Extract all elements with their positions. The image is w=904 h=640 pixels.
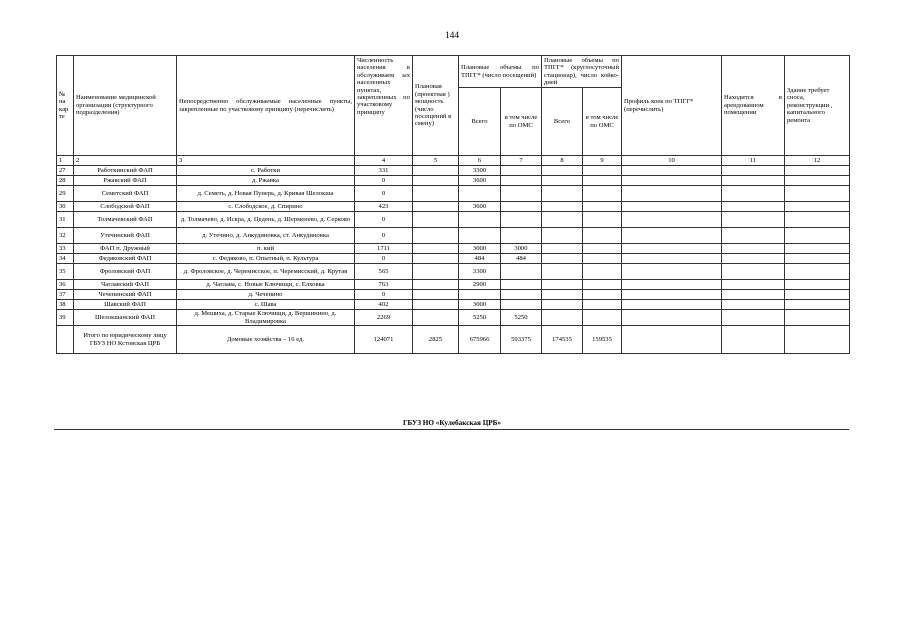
rented-cell xyxy=(722,212,785,228)
row-number: 37 xyxy=(57,290,74,300)
days-total xyxy=(542,280,583,290)
days-oms xyxy=(583,202,622,212)
days-oms xyxy=(583,264,622,280)
visits-total: 3000 xyxy=(459,300,501,310)
repair-cell xyxy=(785,280,850,290)
capacity xyxy=(413,310,459,326)
visits-oms xyxy=(501,280,542,290)
facilities-table xyxy=(56,55,850,354)
population: 0 xyxy=(355,254,413,264)
column-number: 1 xyxy=(57,156,74,166)
org-name: Слободской ФАП xyxy=(74,202,177,212)
row-number: 28 xyxy=(57,176,74,186)
org-name: Толмачевский ФАП xyxy=(74,212,177,228)
table-row xyxy=(57,280,850,290)
profile-cell xyxy=(622,280,722,290)
visits-oms: 484 xyxy=(501,254,542,264)
population: 423 xyxy=(355,202,413,212)
profile-cell xyxy=(622,202,722,212)
total-population: 124071 xyxy=(355,326,413,354)
repair-cell xyxy=(785,254,850,264)
visits-total xyxy=(459,228,501,244)
days-oms xyxy=(583,310,622,326)
row-number: 36 xyxy=(57,280,74,290)
served-settlements: с. Шава xyxy=(177,300,355,310)
total-visits-oms: 593375 xyxy=(501,326,542,354)
served-settlements: д. Утечино, д. Анкудиновка, ст. Анкудиновка xyxy=(177,228,355,244)
visits-oms xyxy=(501,212,542,228)
repair-cell xyxy=(785,166,850,176)
days-oms xyxy=(583,186,622,202)
divider xyxy=(54,429,849,430)
header-days-oms: в том числе по ОМС xyxy=(583,88,622,156)
days-total xyxy=(542,244,583,254)
population: 0 xyxy=(355,186,413,202)
days-oms xyxy=(583,228,622,244)
profile-cell xyxy=(622,264,722,280)
visits-oms xyxy=(501,290,542,300)
visits-oms xyxy=(501,264,542,280)
total-days: 174535 xyxy=(542,326,583,354)
column-number: 9 xyxy=(583,156,622,166)
visits-oms: 5250 xyxy=(501,310,542,326)
served-settlements: с. Слободское, д. Спирино xyxy=(177,202,355,212)
table-row xyxy=(57,202,850,212)
table-row xyxy=(57,228,850,244)
total-row xyxy=(57,326,850,354)
served-settlements: д. Семеть, д. Новая Пунерь, д. Кривая Шелокша xyxy=(177,186,355,202)
visits-oms xyxy=(501,202,542,212)
days-total xyxy=(542,228,583,244)
header-days-group: Плановые объемы по ТПГГ* (круглосуточный стационар), число койко-дней xyxy=(542,56,622,88)
column-number: 7 xyxy=(501,156,542,166)
served-settlements: д. Ржавка xyxy=(177,176,355,186)
days-oms xyxy=(583,290,622,300)
row-number: 30 xyxy=(57,202,74,212)
header-capacity: Плановая (проектная ) мощность (число посещений в смену) xyxy=(413,56,459,156)
capacity xyxy=(413,166,459,176)
population: 763 xyxy=(355,280,413,290)
table-row xyxy=(57,166,850,176)
rented-cell xyxy=(722,202,785,212)
served-settlements: п. кий xyxy=(177,244,355,254)
table-row xyxy=(57,300,850,310)
total-repair-cell xyxy=(785,326,850,354)
column-number: 4 xyxy=(355,156,413,166)
total-visits: 675966 xyxy=(459,326,501,354)
capacity xyxy=(413,244,459,254)
days-total xyxy=(542,264,583,280)
total-days-oms: 159535 xyxy=(583,326,622,354)
header-visits-group: Плановые объемы по ТПГГ* (число посещений) xyxy=(459,56,542,88)
column-number: 6 xyxy=(459,156,501,166)
days-total xyxy=(542,166,583,176)
population: 2269 xyxy=(355,310,413,326)
org-name: ФАП п. Дружный xyxy=(74,244,177,254)
capacity xyxy=(413,300,459,310)
rented-cell xyxy=(722,176,785,186)
visits-oms xyxy=(501,176,542,186)
header-repair: Здание требует сноса, реконструкции , капитального ремонта xyxy=(785,56,850,156)
table-row xyxy=(57,310,850,326)
served-settlements: д. Толмачево, д. Искра, д. Цедень, д. Шерменево, д. Серково xyxy=(177,212,355,228)
repair-cell xyxy=(785,290,850,300)
capacity xyxy=(413,254,459,264)
profile-cell xyxy=(622,228,722,244)
repair-cell xyxy=(785,310,850,326)
population: 0 xyxy=(355,212,413,228)
repair-cell xyxy=(785,244,850,254)
org-name: Работкинский ФАП xyxy=(74,166,177,176)
rented-cell xyxy=(722,254,785,264)
header-rented: Находится в арендованном помещении xyxy=(722,56,785,156)
row-number: 33 xyxy=(57,244,74,254)
rented-cell xyxy=(722,264,785,280)
rented-cell xyxy=(722,280,785,290)
repair-cell xyxy=(785,202,850,212)
table-row xyxy=(57,254,850,264)
rented-cell xyxy=(722,244,785,254)
repair-cell xyxy=(785,212,850,228)
total-label: Итого по юридическому лицу ГБУЗ НО Кстовская ЦРБ xyxy=(74,326,177,354)
population: 0 xyxy=(355,176,413,186)
days-oms xyxy=(583,166,622,176)
column-number: 2 xyxy=(74,156,177,166)
rented-cell xyxy=(722,310,785,326)
days-oms xyxy=(583,280,622,290)
page-number: 144 xyxy=(444,31,460,41)
population: 1711 xyxy=(355,244,413,254)
served-settlements: с. Федяково, п. Опытный, п. Культура xyxy=(177,254,355,264)
org-name: Фроловский ФАП xyxy=(74,264,177,280)
population: 0 xyxy=(355,228,413,244)
org-name: Шелокшанский ФАП xyxy=(74,310,177,326)
rented-cell xyxy=(722,300,785,310)
org-name: Чаглавский ФАП xyxy=(74,280,177,290)
days-oms xyxy=(583,254,622,264)
visits-total: 3300 xyxy=(459,264,501,280)
visits-total: 3300 xyxy=(459,166,501,176)
table-row xyxy=(57,244,850,254)
header-no: № на кар те xyxy=(57,56,74,156)
org-name: Федяковский ФАП xyxy=(74,254,177,264)
days-oms xyxy=(583,300,622,310)
days-total xyxy=(542,310,583,326)
row-number: 27 xyxy=(57,166,74,176)
table-row xyxy=(57,186,850,202)
capacity xyxy=(413,212,459,228)
header-visits-total: Всего xyxy=(459,88,501,156)
rented-cell xyxy=(722,228,785,244)
repair-cell xyxy=(785,300,850,310)
total-rented-cell xyxy=(722,326,785,354)
total-profile-cell xyxy=(622,326,722,354)
profile-cell xyxy=(622,290,722,300)
served-settlements: д. Фроловское, д. Черемисское, п. Черемисский, д. Крутая xyxy=(177,264,355,280)
rented-cell xyxy=(722,290,785,300)
capacity xyxy=(413,202,459,212)
profile-cell xyxy=(622,166,722,176)
visits-oms xyxy=(501,300,542,310)
visits-oms: 3000 xyxy=(501,244,542,254)
visits-total: 3600 xyxy=(459,176,501,186)
total-no-cell xyxy=(57,326,74,354)
population: 0 xyxy=(355,290,413,300)
days-total xyxy=(542,212,583,228)
visits-total xyxy=(459,290,501,300)
row-number: 32 xyxy=(57,228,74,244)
next-section-title: ГБУЗ НО «Кулебакская ЦРБ» xyxy=(402,419,502,427)
header-org: Наименование медицинской организации (структурного подразделения) xyxy=(74,56,177,156)
column-number: 3 xyxy=(177,156,355,166)
table-row xyxy=(57,212,850,228)
profile-cell xyxy=(622,254,722,264)
header-profile: Профиль коек по ТПГГ* (перечислить) xyxy=(622,56,722,156)
column-number: 10 xyxy=(622,156,722,166)
row-number: 38 xyxy=(57,300,74,310)
table-row xyxy=(57,290,850,300)
header-served: Непосредственно обслуживаемые населенные пункты, закрепленные по участковому принципу (перечислить) xyxy=(177,56,355,156)
visits-oms xyxy=(501,186,542,202)
served-settlements: д. Чеченино xyxy=(177,290,355,300)
org-name: Семетский ФАП xyxy=(74,186,177,202)
profile-cell xyxy=(622,212,722,228)
capacity xyxy=(413,264,459,280)
repair-cell xyxy=(785,228,850,244)
row-number: 31 xyxy=(57,212,74,228)
days-total xyxy=(542,290,583,300)
column-number: 8 xyxy=(542,156,583,166)
repair-cell xyxy=(785,176,850,186)
days-total xyxy=(542,300,583,310)
visits-total: 3000 xyxy=(459,244,501,254)
total-households: Домовые хозяйства – 16 ед. xyxy=(177,326,355,354)
rented-cell xyxy=(722,186,785,202)
profile-cell xyxy=(622,310,722,326)
profile-cell xyxy=(622,176,722,186)
row-number: 34 xyxy=(57,254,74,264)
days-total xyxy=(542,254,583,264)
repair-cell xyxy=(785,264,850,280)
column-number: 5 xyxy=(413,156,459,166)
row-number: 35 xyxy=(57,264,74,280)
total-capacity: 2825 xyxy=(413,326,459,354)
header-population: Численность населения в обслуживаем ых населенных пунктах, закрепленных по участковому принципу xyxy=(355,56,413,156)
capacity xyxy=(413,280,459,290)
days-oms xyxy=(583,212,622,228)
visits-total xyxy=(459,212,501,228)
org-name: Шавский ФАП xyxy=(74,300,177,310)
org-name: Чеченинский ФАП xyxy=(74,290,177,300)
profile-cell xyxy=(622,186,722,202)
days-total xyxy=(542,176,583,186)
days-oms xyxy=(583,244,622,254)
visits-total: 2900 xyxy=(459,280,501,290)
served-settlements: д. Чаглава, с. Новые Ключищи, с. Елховка xyxy=(177,280,355,290)
profile-cell xyxy=(622,244,722,254)
row-number: 29 xyxy=(57,186,74,202)
visits-total: 484 xyxy=(459,254,501,264)
served-settlements: с. Работки xyxy=(177,166,355,176)
header-visits-oms: в том числе по ОМС xyxy=(501,88,542,156)
repair-cell xyxy=(785,186,850,202)
header-days-total: Всего xyxy=(542,88,583,156)
column-number: 11 xyxy=(722,156,785,166)
days-total xyxy=(542,202,583,212)
capacity xyxy=(413,186,459,202)
visits-oms xyxy=(501,166,542,176)
population: 402 xyxy=(355,300,413,310)
visits-oms xyxy=(501,228,542,244)
served-settlements: д. Мешиха, д. Старые Ключищи, д. Вершинино, д. Владимировка xyxy=(177,310,355,326)
org-name: Утечинский ФАП xyxy=(74,228,177,244)
population: 331 xyxy=(355,166,413,176)
capacity xyxy=(413,228,459,244)
table-row xyxy=(57,264,850,280)
column-number: 12 xyxy=(785,156,850,166)
rented-cell xyxy=(722,166,785,176)
visits-total: 3600 xyxy=(459,202,501,212)
days-oms xyxy=(583,176,622,186)
table-row xyxy=(57,176,850,186)
org-name: Ржавский ФАП xyxy=(74,176,177,186)
row-number: 39 xyxy=(57,310,74,326)
visits-total: 5250 xyxy=(459,310,501,326)
capacity xyxy=(413,176,459,186)
visits-total xyxy=(459,186,501,202)
population: 565 xyxy=(355,264,413,280)
profile-cell xyxy=(622,300,722,310)
capacity xyxy=(413,290,459,300)
days-total xyxy=(542,186,583,202)
